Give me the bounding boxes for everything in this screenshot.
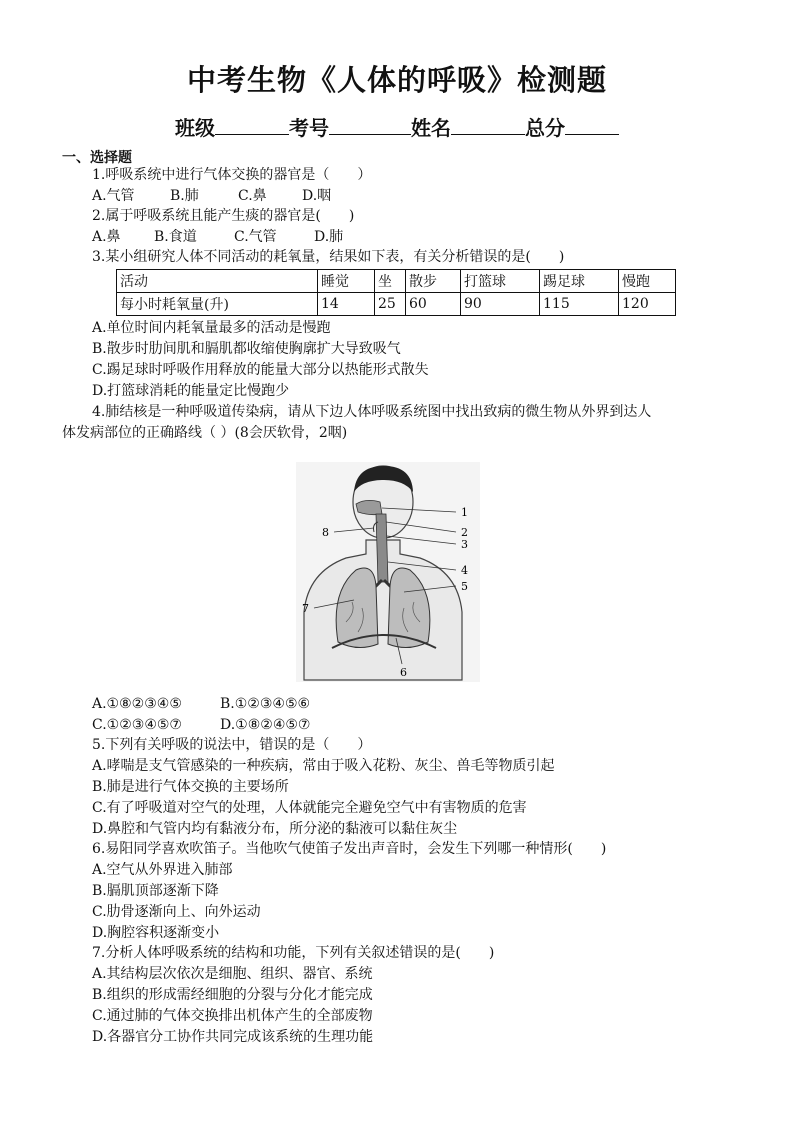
table-cell: 每小时耗氧量(升) bbox=[117, 293, 318, 316]
diagram-label-8: 8 bbox=[322, 526, 329, 539]
question-7-option-b: B.组织的形成需经细胞的分裂与分化才能完成 bbox=[92, 987, 373, 1003]
option: B.①②③④⑤⑥ bbox=[220, 696, 311, 712]
question-5-stem: 5.下列有关呼吸的说法中，错误的是（ ） bbox=[92, 737, 372, 753]
question-4-stem-line1: 4.肺结核是一种呼吸道传染病，请从下边人体呼吸系统图中找出致病的微生物从外界到达人 bbox=[92, 404, 652, 420]
table-cell: 坐 bbox=[375, 270, 406, 293]
question-1-options bbox=[92, 187, 331, 205]
diagram-label-2: 2 bbox=[461, 526, 468, 539]
exam-no-blank bbox=[329, 116, 411, 135]
score-label: 总分 bbox=[525, 116, 565, 140]
option: A.气管 bbox=[92, 188, 135, 204]
score-blank bbox=[565, 116, 619, 135]
table-cell: 14 bbox=[318, 293, 375, 316]
table-header-row bbox=[117, 270, 676, 293]
question-5-option-c: C.有了呼吸道对空气的处理，人体就能完全避免空气中有害物质的危害 bbox=[92, 800, 527, 816]
question-3-option-b: B.散步时肋间肌和膈肌都收缩使胸廓扩大导致吸气 bbox=[92, 341, 401, 357]
question-7-option-d: D.各器官分工协作共同完成该系统的生理功能 bbox=[92, 1029, 374, 1045]
question-7-stem: 7.分析人体呼吸系统的结构和功能，下列有关叙述错误的是( ) bbox=[92, 945, 495, 961]
diagram-label-5: 5 bbox=[461, 580, 468, 593]
question-6-option-a: A.空气从外界进入肺部 bbox=[92, 862, 233, 878]
option: A.①⑧②③④⑤ bbox=[92, 696, 182, 712]
question-4-options-row2 bbox=[92, 716, 310, 734]
table-row bbox=[117, 293, 676, 316]
question-7-option-a: A.其结构层次依次是细胞、组织、器官、系统 bbox=[92, 966, 373, 982]
table-cell: 115 bbox=[540, 293, 619, 316]
option: D.①⑧②④⑤⑦ bbox=[220, 717, 311, 733]
question-7-option-c: C.通过肺的气体交换排出机体产生的全部废物 bbox=[92, 1008, 373, 1024]
question-4-options-row1 bbox=[92, 695, 310, 713]
name-blank bbox=[451, 116, 525, 135]
question-6-option-c: C.肋骨逐渐向上、向外运动 bbox=[92, 904, 261, 920]
trachea bbox=[376, 514, 388, 582]
diagram-label-1: 1 bbox=[461, 506, 468, 519]
class-label: 班级 bbox=[175, 116, 215, 140]
option: A.鼻 bbox=[92, 229, 121, 245]
option: C.①②③④⑤⑦ bbox=[92, 717, 182, 733]
oxygen-consumption-table bbox=[116, 269, 676, 316]
exam-no-label: 考号 bbox=[289, 116, 329, 140]
respiratory-system-diagram bbox=[296, 462, 480, 682]
student-info-line bbox=[0, 112, 794, 141]
table-cell: 120 bbox=[619, 293, 676, 316]
name-label: 姓名 bbox=[411, 116, 451, 140]
page-title: 中考生物《人体的呼吸》检测题 bbox=[186, 63, 607, 97]
option: D.肺 bbox=[314, 229, 344, 245]
table-cell: 25 bbox=[375, 293, 406, 316]
option: D.咽 bbox=[302, 188, 332, 204]
table-cell: 散步 bbox=[406, 270, 461, 293]
question-3-option-c: C.踢足球时呼吸作用释放的能量大部分以热能形式散失 bbox=[92, 362, 429, 378]
diagram-label-3: 3 bbox=[461, 538, 468, 551]
table-cell: 慢跑 bbox=[619, 270, 676, 293]
diagram-label-6: 6 bbox=[400, 666, 407, 679]
table-cell: 60 bbox=[406, 293, 461, 316]
diagram-label-7: 7 bbox=[302, 602, 309, 615]
nasal-cavity bbox=[356, 500, 382, 514]
question-4-stem-line2: 体发病部位的正确路线（ ）(8会厌软骨，2咽) bbox=[62, 425, 348, 441]
class-blank bbox=[215, 116, 289, 135]
table-cell: 打篮球 bbox=[461, 270, 540, 293]
table-cell: 活动 bbox=[117, 270, 318, 293]
table-cell: 睡觉 bbox=[318, 270, 375, 293]
question-3-option-a: A.单位时间内耗氧量最多的活动是慢跑 bbox=[92, 320, 331, 336]
section-heading: 一、选择题 bbox=[62, 150, 132, 166]
option: C.鼻 bbox=[238, 188, 267, 204]
option: C.气管 bbox=[234, 229, 277, 245]
option: B.肺 bbox=[170, 188, 199, 204]
question-3-stem: 3.某小组研究人体不同活动的耗氧量，结果如下表，有关分析错误的是( ) bbox=[92, 249, 565, 265]
question-6-option-d: D.胸腔容积逐渐变小 bbox=[92, 925, 220, 941]
question-3-option-d: D.打篮球消耗的能量定比慢跑少 bbox=[92, 383, 290, 399]
question-2-options bbox=[92, 228, 343, 246]
question-6-option-b: B.膈肌顶部逐渐下降 bbox=[92, 883, 219, 899]
diagram-label-4: 4 bbox=[461, 564, 468, 577]
question-2-stem: 2.属于呼吸系统且能产生痰的器官是( ) bbox=[92, 208, 355, 224]
question-6-stem: 6.易阳同学喜欢吹笛子。当他吹气使笛子发出声音时，会发生下列哪一种情形( ) bbox=[92, 841, 607, 857]
question-5-option-d: D.鼻腔和气管内均有黏液分布，所分泌的黏液可以黏住灰尘 bbox=[92, 821, 458, 837]
question-5-option-a: A.哮喘是支气管感染的一种疾病，常由于吸入花粉、灰尘、兽毛等物质引起 bbox=[92, 758, 555, 774]
question-5-option-b: B.肺是进行气体交换的主要场所 bbox=[92, 779, 289, 795]
option: B.食道 bbox=[154, 229, 197, 245]
table-cell: 踢足球 bbox=[540, 270, 619, 293]
question-1-stem: 1.呼吸系统中进行气体交换的器官是（ ） bbox=[92, 167, 372, 183]
table-cell: 90 bbox=[461, 293, 540, 316]
